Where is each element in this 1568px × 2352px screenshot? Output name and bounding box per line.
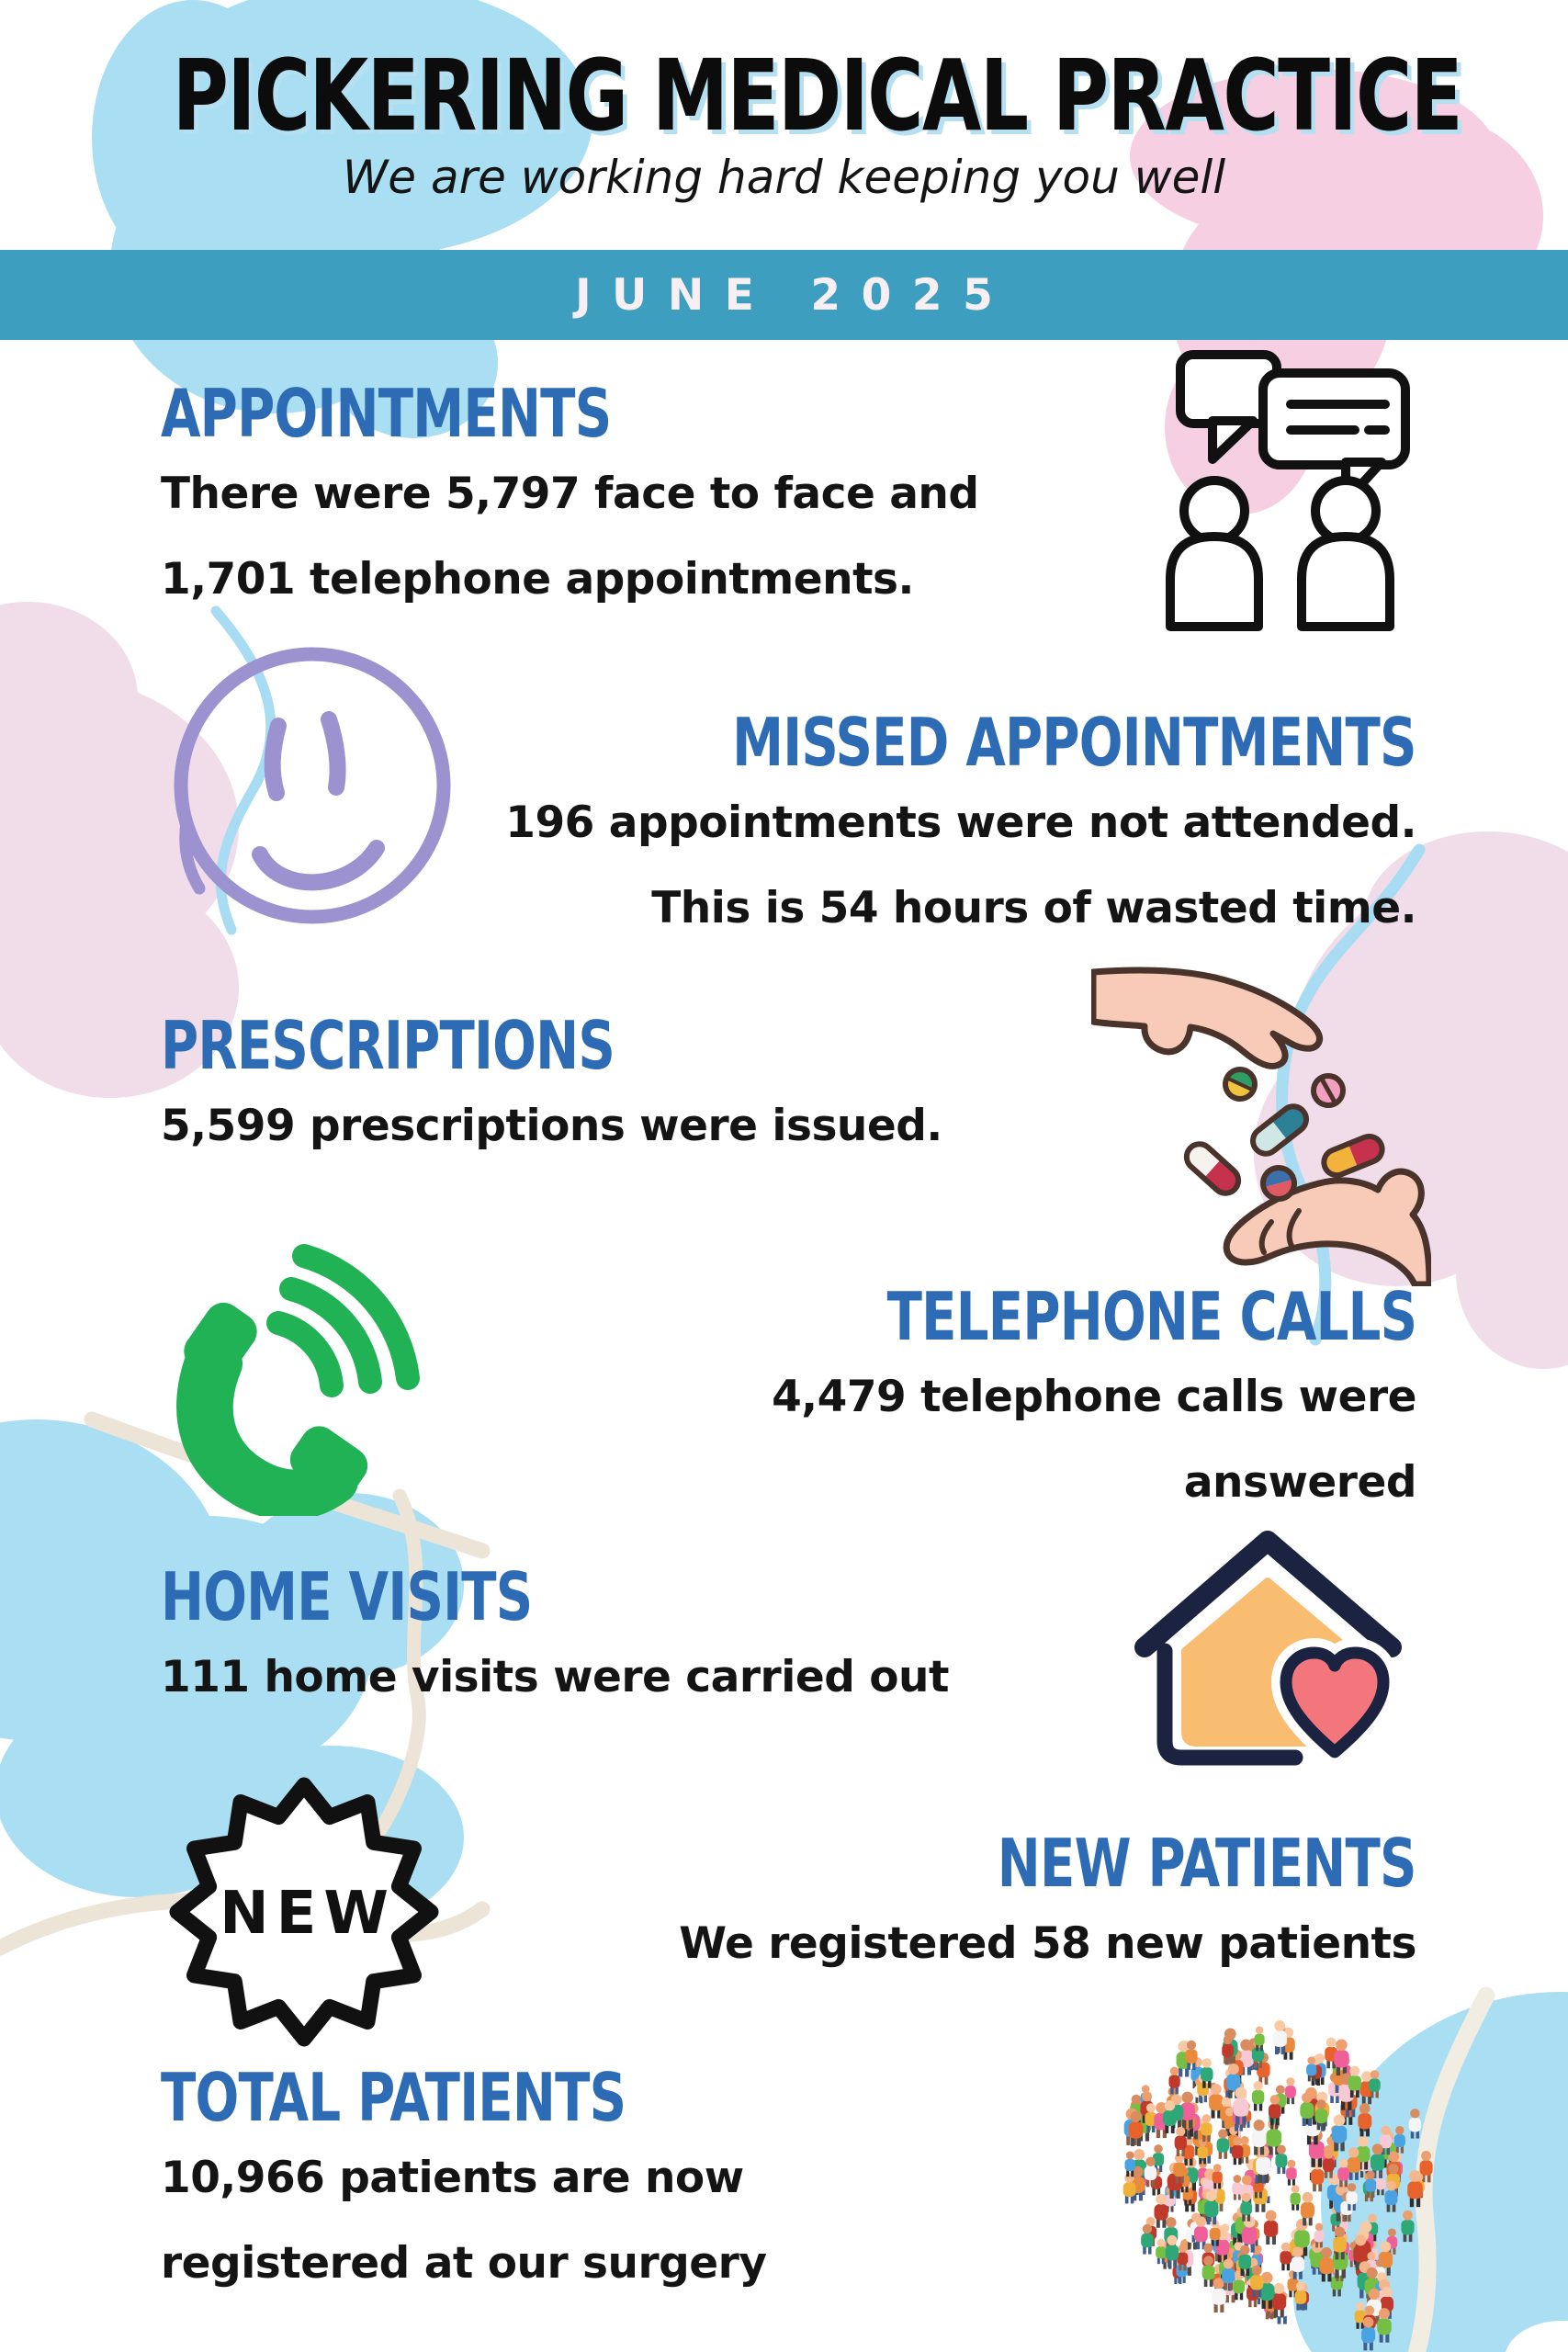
pill-capsule-yellow-red [1320, 1133, 1386, 1180]
section-telephone-calls [738, 1278, 1416, 1509]
conversation-icon [1139, 347, 1415, 632]
section-prescriptions [161, 1007, 942, 1152]
total-patients-line-2: registered at our surgery [161, 2238, 767, 2290]
missed-appointments-title: MISSED APPOINTMENTS [732, 704, 1416, 781]
crowd-icon [1089, 2007, 1568, 2352]
appointments-line-2: 1,701 telephone appointments. [161, 554, 914, 605]
hand-top [1093, 970, 1320, 1066]
pill-capsule-white-red [1181, 1139, 1244, 1199]
missed-appointments-line-2: This is 54 hours of wasted time. [651, 883, 1416, 934]
practice-tagline: We are working hard keeping you well [342, 151, 1226, 204]
month-banner [0, 250, 1568, 340]
section-home-visits [161, 1558, 949, 1703]
home-visits-line-1: 111 home visits were carried out [161, 1652, 949, 1703]
total-patients-line-1: 10,966 patients are now [161, 2153, 744, 2204]
prescriptions-title: PRESCRIPTIONS [161, 1007, 615, 1084]
section-total-patients [161, 2059, 767, 2290]
telephone-calls-title: TELEPHONE CALLS [886, 1278, 1416, 1355]
month-banner-label: JUNE 2025 [575, 269, 1014, 321]
phone-icon [152, 1231, 427, 1516]
crowd-people [1123, 2020, 1433, 2350]
missed-appointments-line-1: 196 appointments were not attended. [505, 797, 1416, 849]
new-badge-label: NEW [220, 1880, 396, 1948]
hand-bottom [1226, 1171, 1429, 1284]
total-patients-title: TOTAL PATIENTS [161, 2059, 626, 2136]
prescriptions-line-1: 5,599 prescriptions were issued. [161, 1101, 942, 1152]
section-new-patients [679, 1825, 1416, 1970]
home-visits-title: HOME VISITS [161, 1558, 533, 1635]
appointments-title: APPOINTMENTS [161, 375, 612, 452]
telephone-calls-line-1: 4,479 telephone calls were [772, 1372, 1416, 1423]
pill-capsule-teal [1247, 1102, 1311, 1159]
house-heart-icon [1128, 1511, 1408, 1773]
appointments-line-1: There were 5,797 face to face and [161, 469, 979, 520]
sad-face-icon [161, 639, 464, 942]
hands-pills-icon [1091, 946, 1431, 1286]
section-missed-appointments [505, 704, 1416, 934]
new-patients-line-1: We registered 58 new patients [679, 1918, 1416, 1970]
section-appointments [161, 375, 979, 605]
pill-round-green-yellow [1221, 1065, 1260, 1104]
telephone-calls-line-2: answered [1183, 1457, 1416, 1509]
new-patients-title: NEW PATIENTS [998, 1825, 1416, 1902]
practice-title: PICKERING MEDICAL PRACTICE [172, 40, 1462, 153]
new-badge-icon [158, 1766, 450, 2058]
pill-round-pink [1311, 1073, 1345, 1107]
